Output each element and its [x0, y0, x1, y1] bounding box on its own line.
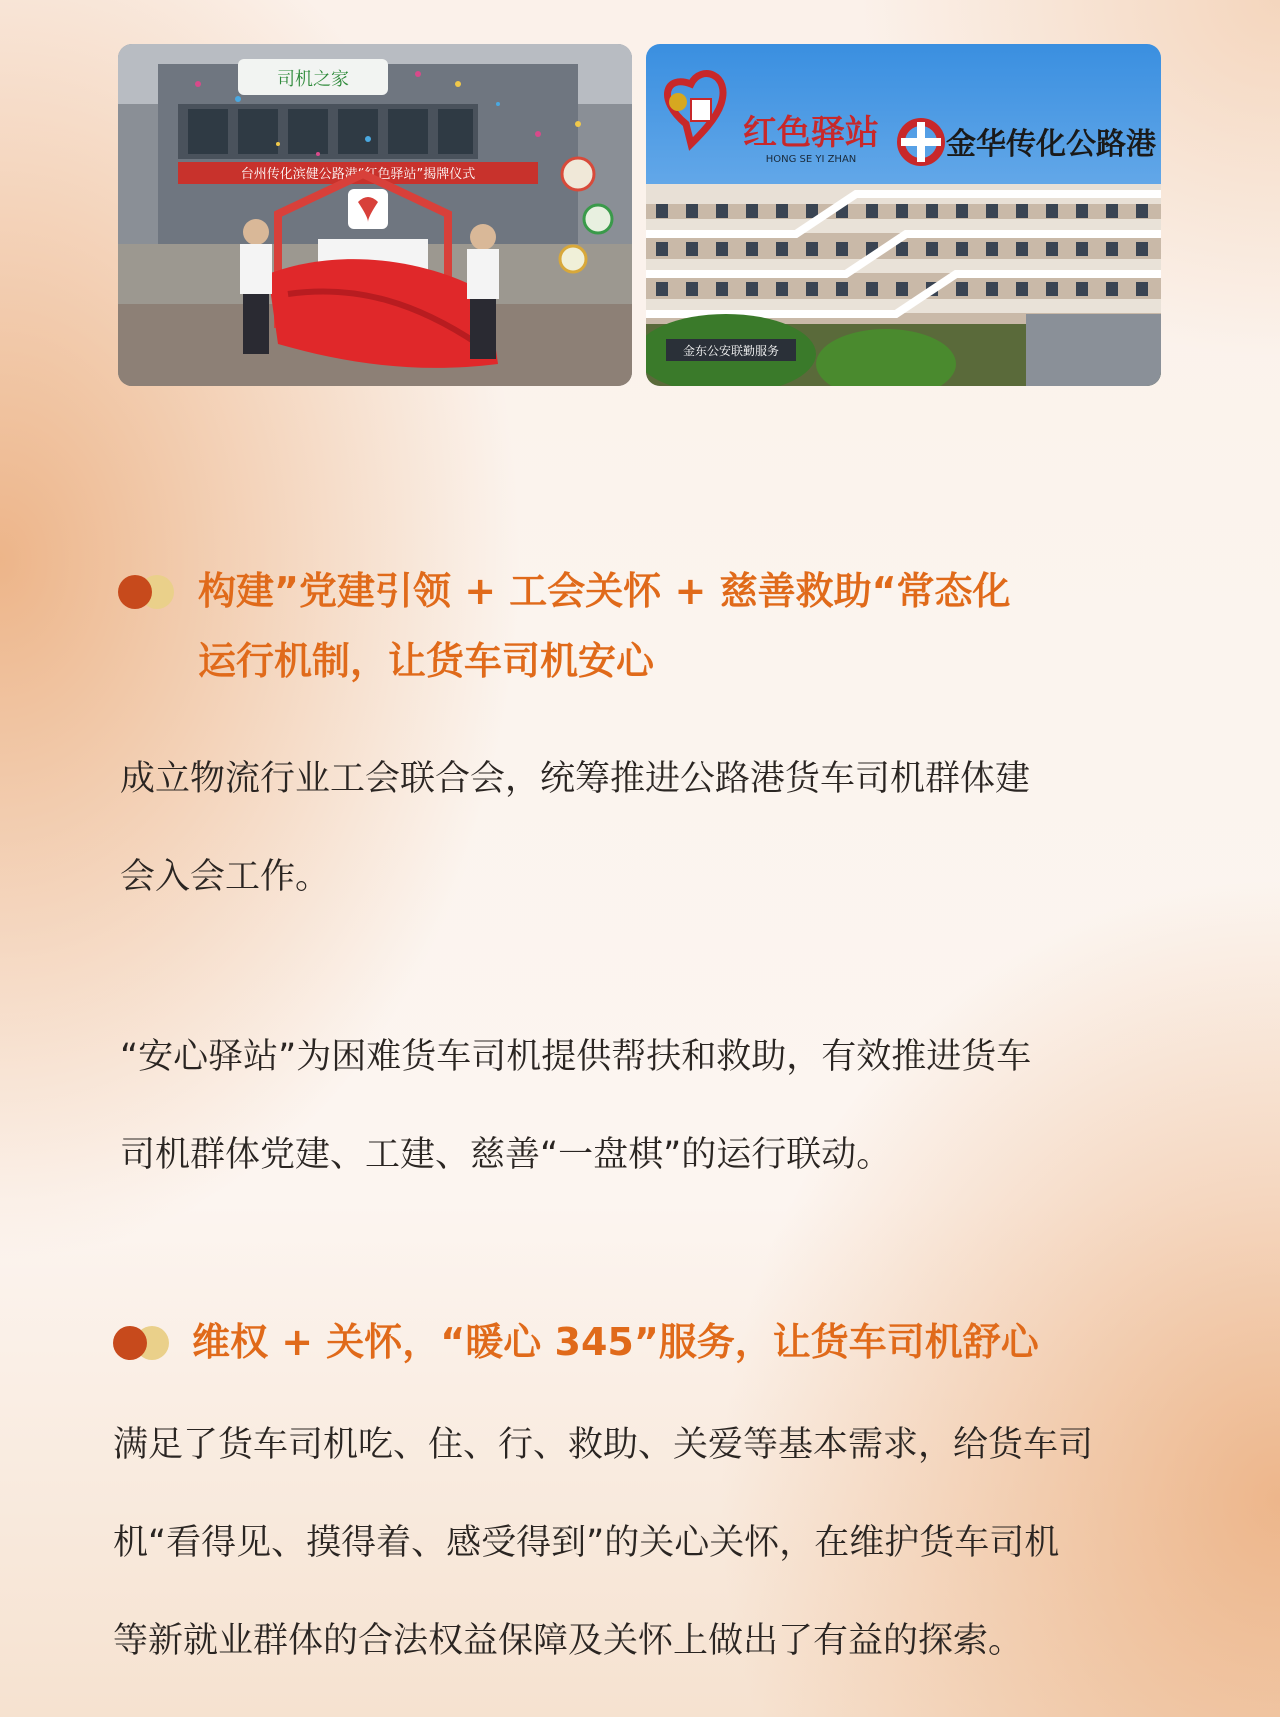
sign-top-text: 司机之家	[277, 69, 349, 90]
section1-bullet-icon	[118, 575, 174, 609]
company-name-text: 金华传化公路港	[946, 127, 1156, 162]
section1-para1-line1: 成立物流行业工会联合会，统筹推进公路港货车司机群体建	[120, 759, 1031, 799]
building-photo	[646, 44, 1161, 386]
section1-heading-line2: 运行机制，让货车司机安心	[198, 639, 655, 683]
section1-para2-line1: “安心驿站”为困难货车司机提供帮扶和救助，有效推进货车	[120, 1037, 1032, 1077]
section2-heading: 维权 + 关怀，“暖心 345”服务，让货车司机舒心	[192, 1320, 1039, 1364]
section2-bullet-icon	[113, 1326, 169, 1360]
company-logo-icon	[901, 122, 941, 162]
section1-heading-line1: 构建”党建引领 + 工会关怀 + 慈善救助“常态化	[198, 569, 1011, 613]
logo-main-text: 红色驿站	[743, 113, 879, 153]
ceremony-photo	[118, 44, 632, 386]
shop-sign: 金东公安联勤服务	[682, 344, 780, 358]
section2-para-line2: 机“看得见、摸得着、感受得到”的关心关怀，在维护货车司机	[113, 1523, 1060, 1563]
section2-para-line3: 等新就业群体的合法权益保障及关怀上做出了有益的探索。	[113, 1621, 1024, 1661]
section2-para-line1: 满足了货车司机吃、住、行、救助、关爱等基本需求，给货车司	[113, 1425, 1094, 1465]
section1-para2-line2: 司机群体党建、工建、慈善“一盘棋”的运行联动。	[120, 1135, 892, 1175]
section1-para1-line2: 会入会工作。	[120, 857, 331, 897]
ceremony-banner: 台州传化滨健公路港“红色驿站”揭牌仪式	[240, 167, 476, 182]
logo-pinyin-text: HONG SE YI ZHAN	[765, 154, 857, 165]
